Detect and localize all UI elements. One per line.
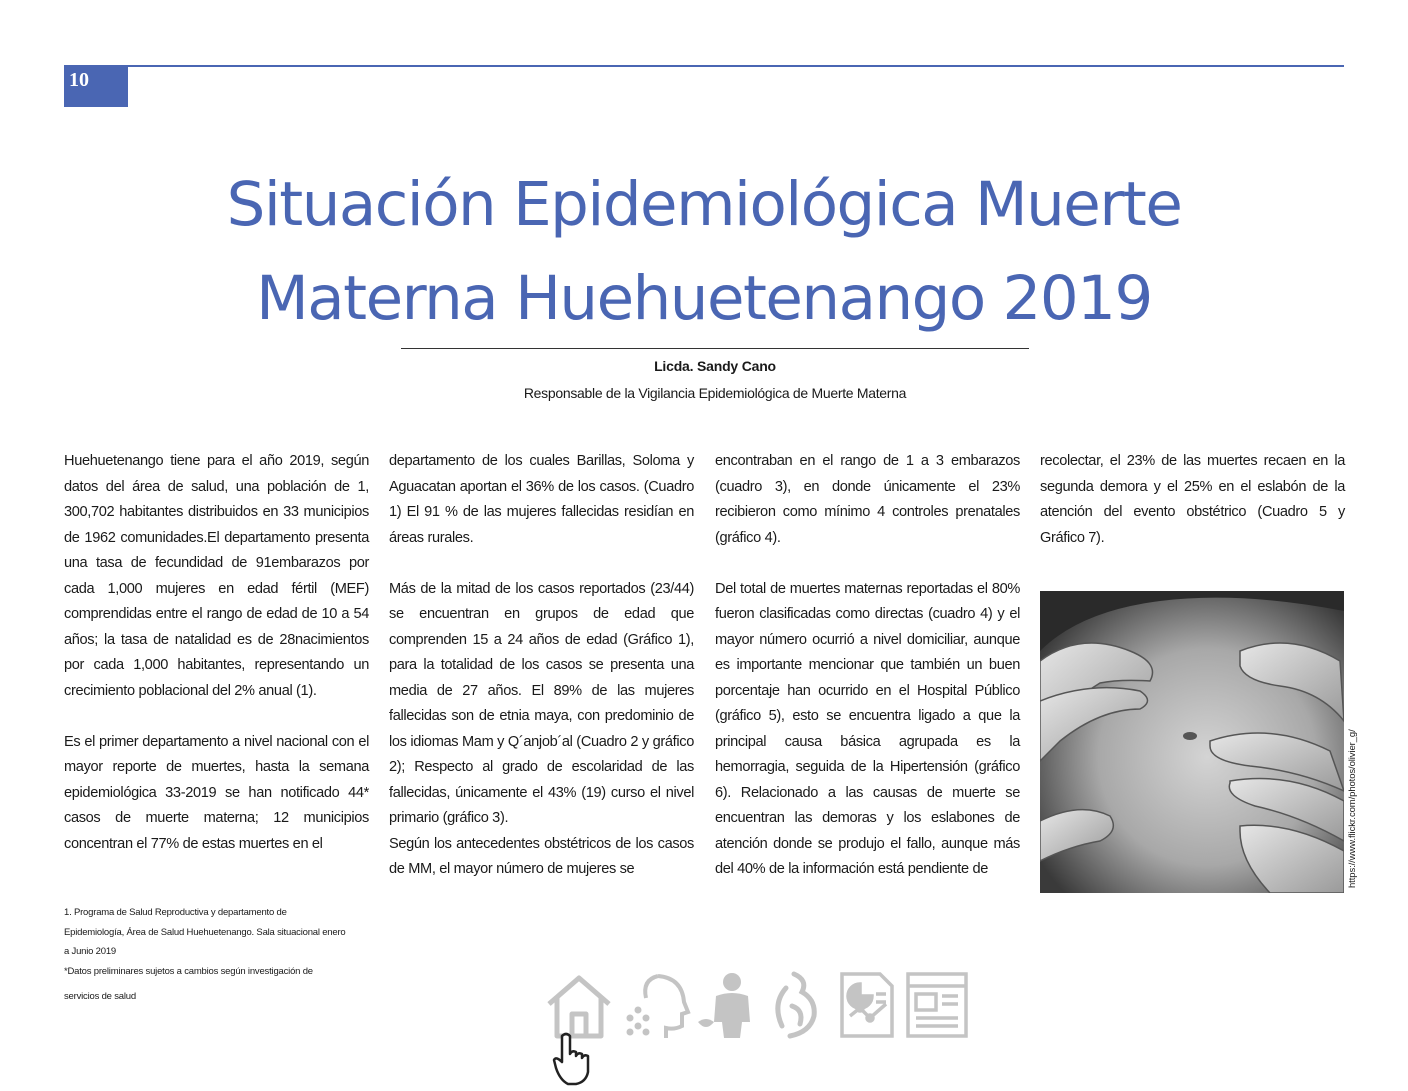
author-name: Licda. Sandy Cano <box>654 358 776 374</box>
paragraph: encontraban en el rango de 1 a 3 embarazos (cuadro 3), en donde únicamente el 23% recibieron como mínimo 4 controles prenatales (gráfico 4). <box>715 453 1020 546</box>
footnote-line: 1. Programa de Salud Reproductiva y departamento de <box>64 907 287 918</box>
home-icon[interactable] <box>544 970 614 1040</box>
footnote-line: Epidemiología, Área de Salud Huehuetenango. Sala situacional enero <box>64 926 346 938</box>
paragraph: departamento de los cuales Barillas, Soloma y Aguacatan aportan el 36% de los casos. (Cuadro 1) El 91 % de las mujeres fallecidas residían en áreas rurales. <box>389 453 694 546</box>
head-network-icon[interactable] <box>622 970 692 1040</box>
paragraph: Del total de muertes maternas reportadas el 80% fueron clasificadas como directas (cuadro 4) y el mayor número ocurrió a nivel domiciliar, aunque es importante mencionar que también un buen porcentaje han ocurrido en el Hospital Público (gráfico 5), esto se encuentra ligado a que la principal causa básica agrupada es la hemorragia, seguida de la Hipertensión (gráfico 6). Relacionado a las causas de muerte se encuentran las demoras y los eslabones de atención donde se produjo el fallo, aunque más del 40% de la información está pendiente de <box>715 580 1020 877</box>
page-number: 10 <box>64 65 128 107</box>
footnote-line: servicios de salud <box>64 991 136 1002</box>
report-chart-icon[interactable] <box>832 970 902 1040</box>
paragraph: Huehuetenango tiene para el año 2019, según datos del área de salud, una población de 1, 300,702 habitantes distribuidos en 33 municipios de 1962 comunidades.El departamento presenta una tasa de fecundidad de 91embarazos por cada 1,000 mujeres en edad fértil (MEF) comprendidas entre el rango de edad de 10 a 54 años; la tasa de natalidad es de 28nacimientos por cada 1,000 habitantes, representando un crecimiento poblacional del 2% anual (1). <box>64 453 369 699</box>
document-layout-icon[interactable] <box>902 970 972 1040</box>
paragraph: Más de la mitad de los casos reportados (23/44) se encuentran en grupos de edad que comprenden 15 a 24 años de edad (Gráfico 1), para la totalidad de los casos se presenta una media de 27 años. El 89% de las mujeres fallecidas son de etnia maya, con predominio de los idiomas Mam y Q´anjob´al (Cuadro 2 y gráfico 2); Respecto al grado de escolaridad de las fallecidas, únicamente el 43% (19) curso el nivel primario (gráfico 3). <box>389 580 694 826</box>
paragraph: Según los antecedentes obstétricos de los casos de MM, el mayor número de mujeres se <box>389 835 694 877</box>
title-line-2: Materna Huehuetenango 2019 <box>256 263 1152 334</box>
paragraph: Es el primer departamento a nivel nacional con el mayor reporte de muertes, hasta la semana epidemiológica 33-2019 se han notificado 44* casos de muerte materna; 12 municipios concentran el 77% de estas muertes en el <box>64 733 369 852</box>
text-column-2 <box>389 449 694 883</box>
author-role: Responsable de la Vigilancia Epidemiológica de Muerte Materna <box>523 385 907 401</box>
pregnant-woman-icon[interactable] <box>764 970 834 1040</box>
paragraph: recolectar, el 23% de las muertes recaen en la segunda demora y el 25% en el eslabón de la atención del evento obstétrico (Cuadro 5 y Gráfico 7). <box>1040 453 1345 546</box>
hand-pointer-icon <box>552 1032 596 1086</box>
text-column-1 <box>64 449 369 857</box>
footnote-line: *Datos preliminares sujetos a cambios según investigación de <box>64 965 313 977</box>
byline-rule <box>401 348 1029 349</box>
footnote-line: a Junio 2019 <box>64 946 117 957</box>
text-column-3 <box>715 449 1020 883</box>
text-column-4 <box>1040 449 1345 551</box>
pregnant-belly-photo <box>1040 591 1344 893</box>
footnotes <box>64 903 374 1007</box>
nav-bar <box>540 966 970 1086</box>
photo-credit: https://www.flickr.com/photos/olivier_g/ <box>1347 729 1358 888</box>
header-rule <box>64 65 1344 67</box>
title-line-1: Situación Epidemiológica Muerte <box>226 169 1182 240</box>
person-sitting-icon[interactable] <box>696 970 766 1040</box>
page-title <box>60 158 1348 346</box>
